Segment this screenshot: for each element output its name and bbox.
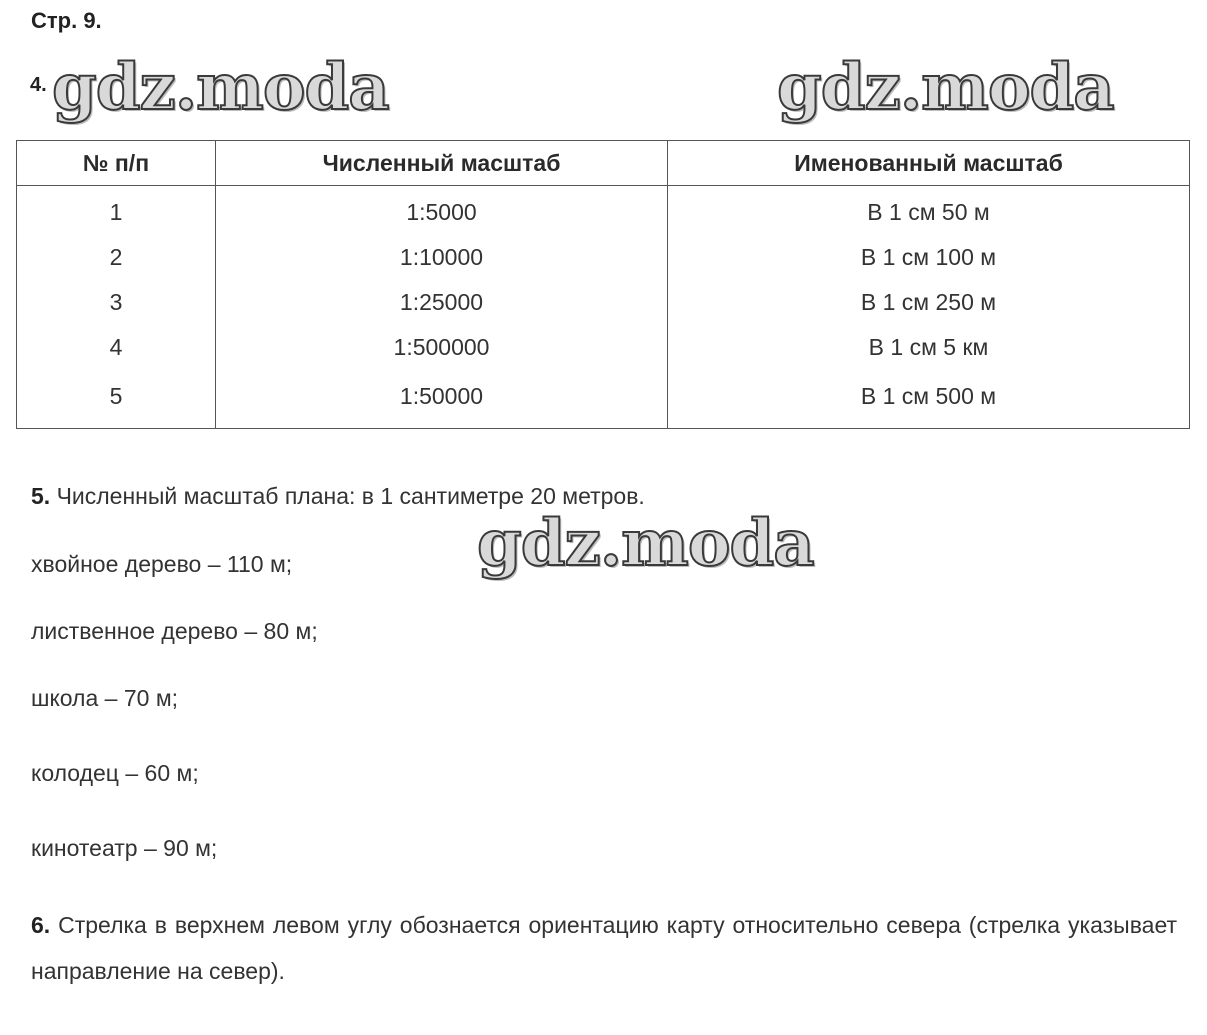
distance-item-conifer: хвойное дерево – 110 м; (31, 551, 293, 577)
task-6-number: 6. (31, 912, 51, 938)
cell-number: 1 (17, 186, 216, 236)
cell-number: 4 (17, 325, 216, 370)
column-header-numeric-scale: Численный масштаб (216, 141, 668, 186)
table-row (17, 186, 1190, 236)
cell-numeric-scale: 1:25000 (216, 280, 668, 325)
table-header-row (17, 141, 1190, 186)
distance-item-deciduous: лиственное дерево – 80 м; (31, 618, 318, 644)
distance-item-cinema: кинотеатр – 90 м; (31, 835, 218, 861)
distance-item-school: школа – 70 м; (31, 685, 179, 711)
distance-item-well: колодец – 60 м; (31, 760, 199, 786)
cell-named-scale: В 1 см 5 км (668, 325, 1190, 370)
watermark-logo: gdz.moda (477, 506, 814, 581)
cell-numeric-scale: 1:500000 (216, 325, 668, 370)
column-header-named-scale: Именованный масштаб (668, 141, 1190, 186)
table-row (17, 370, 1190, 429)
task-6-text: Стрелка в верхнем левом углу обознается ориентацию карту относительно севера (стрелка указывает направление на север). (31, 912, 1178, 984)
column-header-number: № п/п (17, 141, 216, 186)
cell-named-scale: В 1 см 50 м (668, 186, 1190, 236)
task-5-intro-text: Численный масштаб плана: в 1 сантиметре 20 метров. (56, 483, 645, 509)
task-6-paragraph (31, 902, 1177, 994)
scale-table (16, 140, 1190, 429)
cell-number: 5 (17, 370, 216, 429)
watermark-logo: gdz.moda (777, 50, 1114, 125)
cell-numeric-scale: 1:5000 (216, 186, 668, 236)
task-4-number: 4. (30, 74, 47, 96)
table-row (17, 235, 1190, 280)
cell-numeric-scale: 1:50000 (216, 370, 668, 429)
cell-named-scale: В 1 см 500 м (668, 370, 1190, 429)
cell-named-scale: В 1 см 100 м (668, 235, 1190, 280)
cell-named-scale: В 1 см 250 м (668, 280, 1190, 325)
watermark-logo: gdz.moda (52, 50, 389, 125)
cell-number: 3 (17, 280, 216, 325)
table-row (17, 325, 1190, 370)
cell-numeric-scale: 1:10000 (216, 235, 668, 280)
cell-number: 2 (17, 235, 216, 280)
table-row (17, 280, 1190, 325)
page-header: Стр. 9. (31, 8, 102, 33)
task-5-number: 5. (31, 483, 51, 509)
